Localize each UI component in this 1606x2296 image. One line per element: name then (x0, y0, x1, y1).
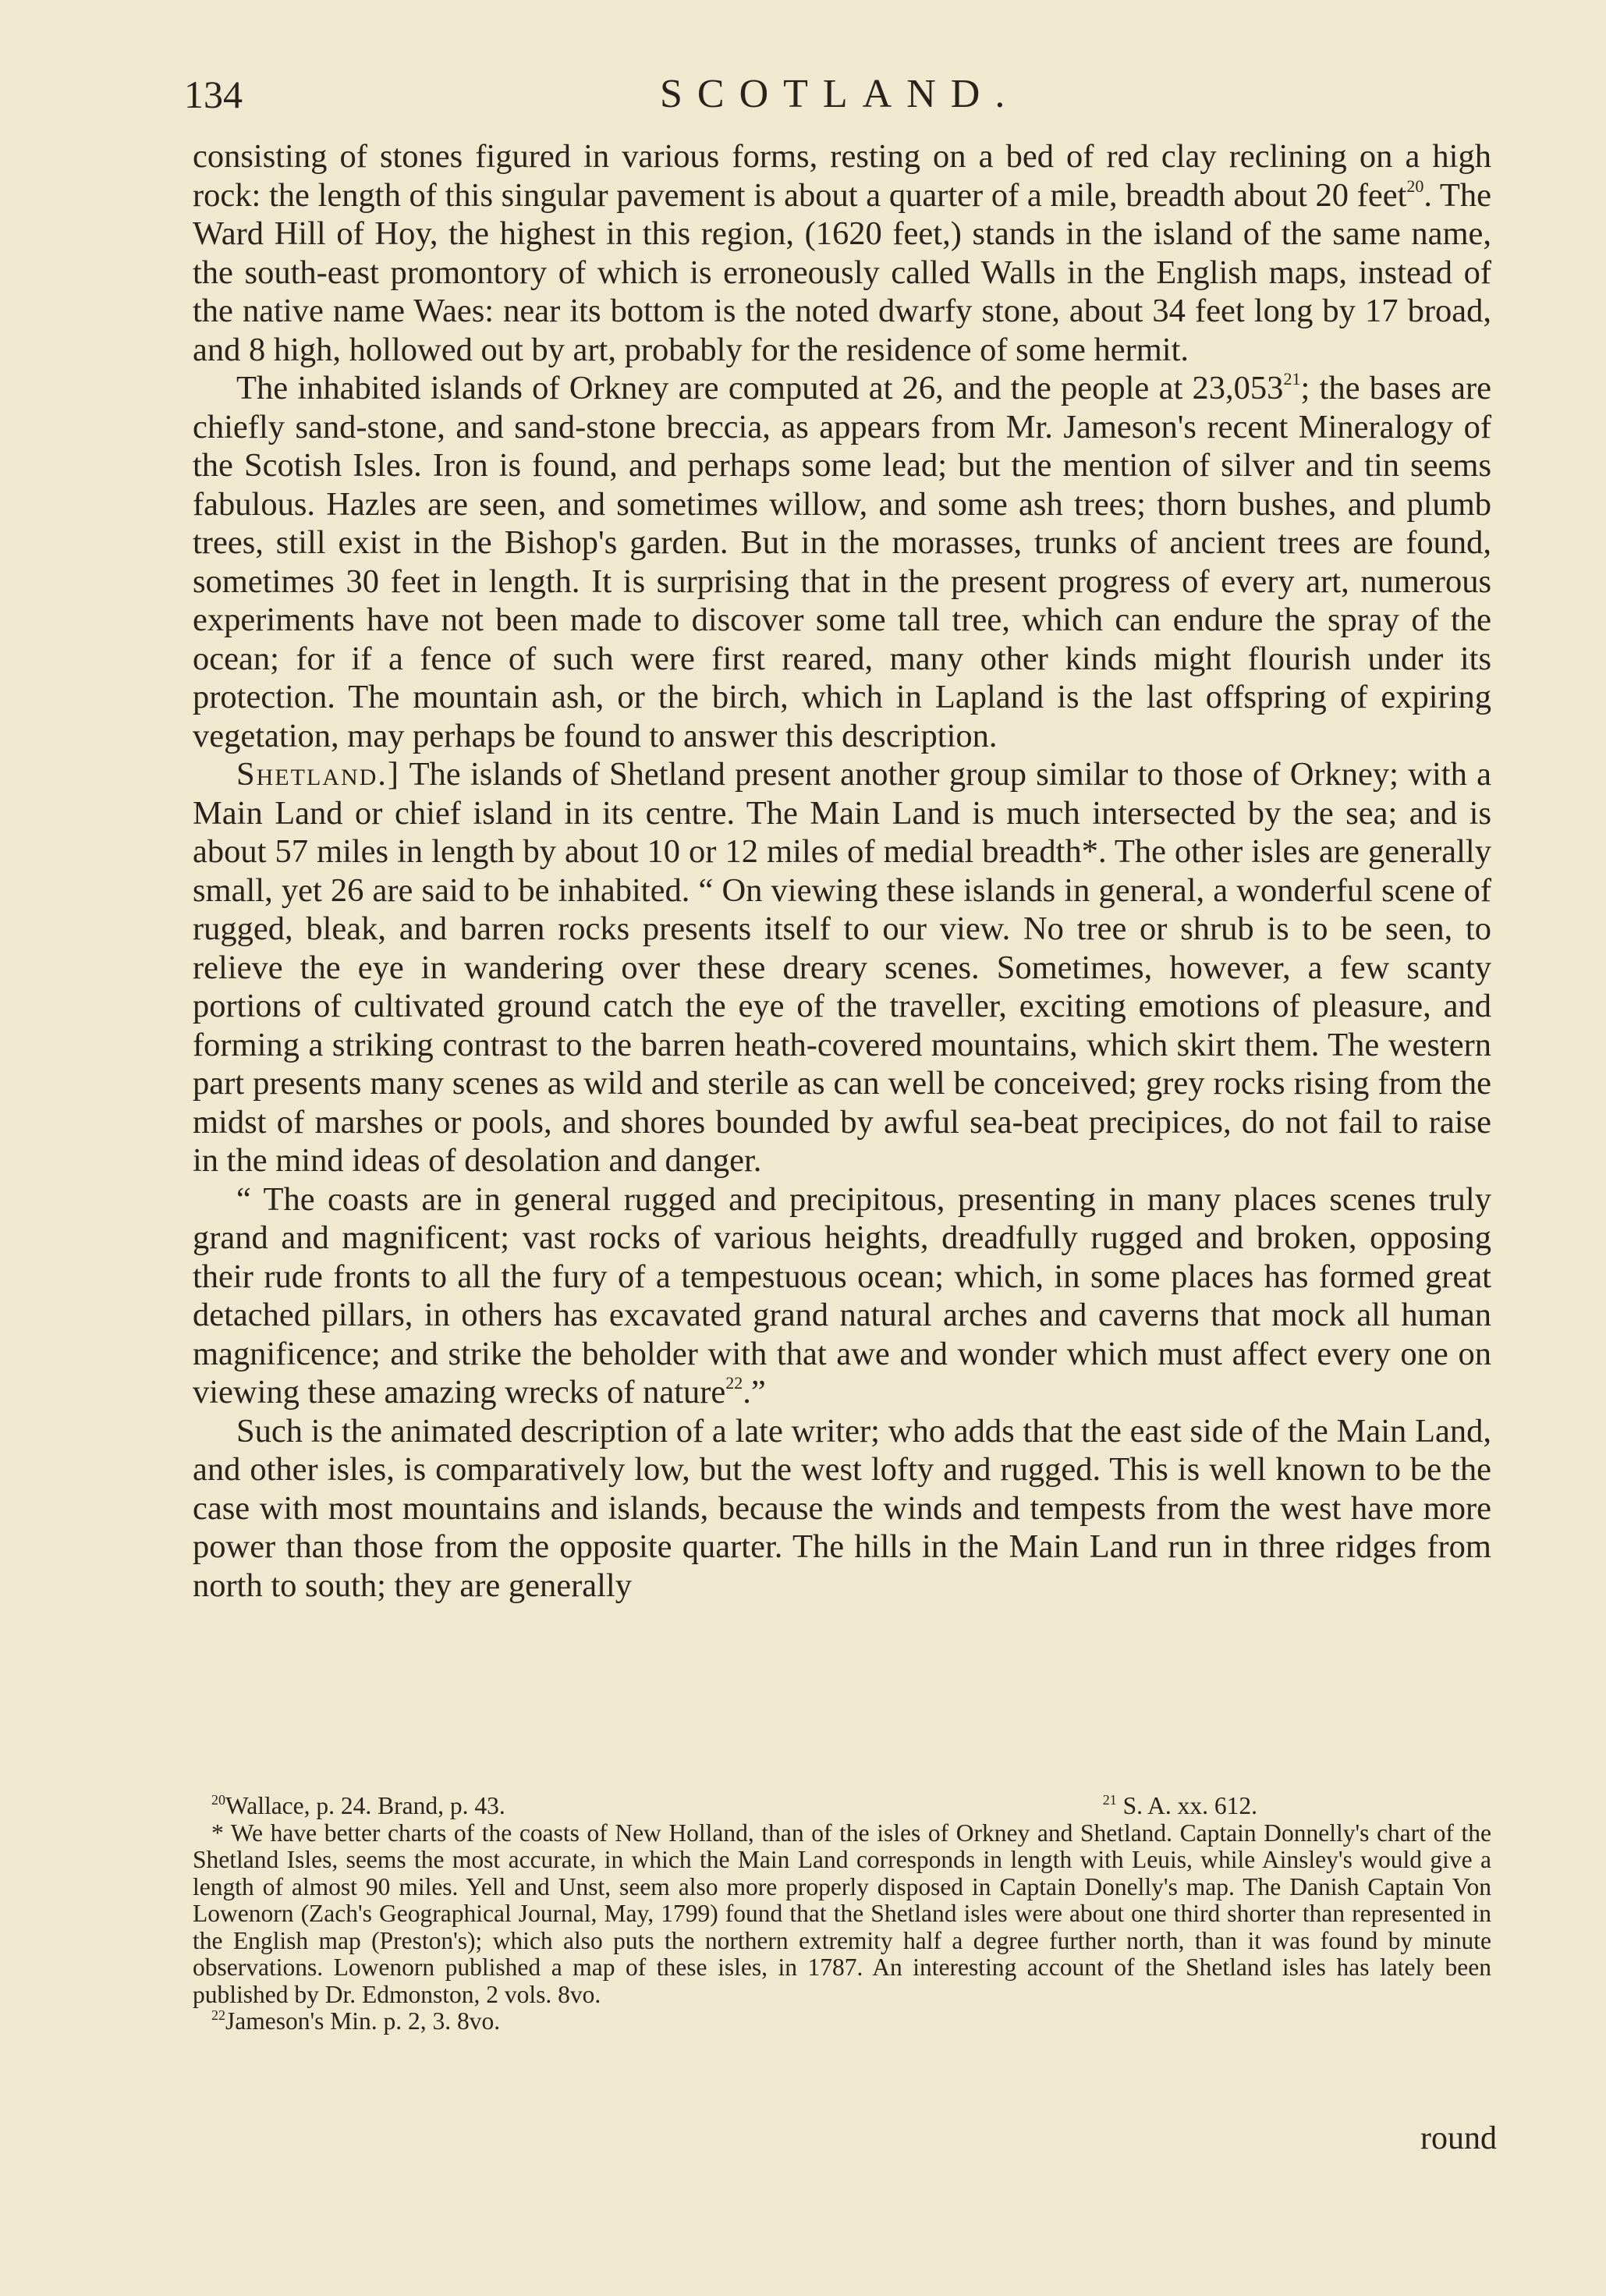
paragraph-2-text-b: ; the bases are chiefly sand-stone, and sand-stone breccia, as appears from Mr. Jameson's recent Mineralogy of the Scotish Isles. Iron is found, and perhaps some lead; but the mention of silver and tin seems fabulous. Hazles are seen, and sometimes willow, and some ash trees; thorn bushes, and plumb trees, still exist in the Bishop's garden. But in the morasses, trunks of ancient trees are found, sometimes 30 feet in length. It is surprising that in the present progress of every art, numerous experiments have not been made to discover some tall tree, which can endure the spray of the ocean; for if a fence of such were first reared, many other kinds might flourish under its protection. The mountain ash, or the birch, which in Lapland is the last offspring of expiring vegetation, may perhaps be found to answer this description. (193, 370, 1492, 754)
footnote-20-text: Wallace, p. 24. Brand, p. 43. (225, 1792, 505, 1819)
footnote-22-text: Jameson's Min. p. 2, 3. 8vo. (225, 2007, 501, 2035)
footnote-21 (1103, 1793, 1257, 1820)
footnotes (193, 1793, 1491, 2035)
main-text (193, 137, 1491, 1605)
paragraph-2 (193, 369, 1491, 755)
footnote-22-marker: 22 (211, 2007, 225, 2023)
paragraph-3-text: The islands of Shetland present another group similar to those of Orkney; with a Main Land or chief island in its centre. The Main Land is much intersected by the sea; and is about 57 miles in length by about 10 or 12 miles of medial breadth*. The other isles are generally small, yet 26 are said to be inhabited. “ On viewing these islands in general, a wonderful scene of rugged, bleak, and barren rocks presents itself to our view. No tree or shrub is to be seen, to relieve the eye in wandering over these dreary scenes. Sometimes, however, a few scanty portions of cultivated ground catch the eye of the traveller, exciting emotions of pleasure, and forming a striking contrast to the barren heath-covered mountains, which skirt them. The western part presents many scenes as wild and sterile as can well be conceived; grey rocks rising from the midst of marshes or pools, and shores bounded by awful sea-beat precipices, do not fail to raise in the mind ideas of desolation and danger. (193, 756, 1491, 1179)
footnote-ref-20: 20 (1406, 176, 1424, 196)
paragraph-4-text-b: .” (743, 1374, 766, 1411)
footnote-star: * We have better charts of the coasts of New Holland, than of the isles of Orkney and Shetland. Captain Donnelly's chart of the Shetland Isles, seems the most accurate, in which the Main Land corresponds in length with Leuis, while Ainsley's would give a length of almost 90 miles. Yell and Unst, seem also more properly disposed in Captain Donelly's map. The Danish Captain Von Lowenorn (Zach's Geographical Journal, May, 1799) found that the Shetland isles were about one third shorter than represented in the English map (Preston's); which also puts the northern extremity half a degree further north, than it was found by minute observations. Lowenorn published a map of these isles, in 1787. An interesting account of the Shetland isles has lately been published by Dr. Edmonston, 2 vols. 8vo. (193, 1819, 1491, 2008)
paragraph-5: Such is the animated description of a late writer; who adds that the east side of the Main Land, and other isles, is comparatively low, but the west lofty and rugged. This is well known to be the case with most mountains and islands, because the winds and tempests from the west have more power than those from the opposite quarter. The hills in the Main Land run in three ridges from north to south; they are generally (193, 1412, 1491, 1604)
paragraph-2-text-a: The inhabited islands of Orkney are computed at 26, and the people at 23,053 (236, 370, 1284, 406)
running-title: SCOTLAND. (660, 72, 1020, 116)
paragraph-4-text-a: “ The coasts are in general rugged and precipitous, presenting in many places scenes truly grand and magnificent; vast rocks of various heights, dreadfully rugged and broken, opposing their rude fronts to all the fury of a tempestuous ocean; which, in some places has formed great detached pillars, in others has excavated grand natural arches and caverns that mock all human magnificence; and strike the beholder with that awe and wonder which must affect every one on viewing these amazing wrecks of nature (193, 1180, 1491, 1411)
paragraph-4 (193, 1180, 1491, 1412)
footnote-20 (211, 1793, 505, 1820)
paragraph-1 (193, 137, 1491, 369)
section-heading-shetland: Shetland.] (236, 756, 401, 793)
paragraph-1-text-b: . The Ward Hill of Hoy, the highest in this region, (1620 feet,) stands in the island of the same name, the south-east promontory of which is erroneously called Walls in the English maps, instead of the native name Waes: near its bottom is the noted dwarfy stone, about 34 feet long by 17 broad, and 8 high, hollowed out by art, probably for the residence of some hermit. (193, 176, 1492, 368)
footnote-ref-21: 21 (1283, 369, 1301, 389)
footnote-ref-22: 22 (725, 1373, 743, 1393)
footnote-20-marker: 20 (211, 1792, 225, 1808)
paragraph-1-text-a: consisting of stones figured in various forms, resting on a bed of red clay reclining on a high rock: the length of this singular pavement is about a quarter of a mile, breadth about 20 feet (193, 138, 1491, 214)
footnote-21-text: S. A. xx. 612. (1122, 1792, 1257, 1819)
footnote-row-20-21 (193, 1793, 1491, 1820)
footnote-22 (193, 2008, 1491, 2035)
paragraph-3 (193, 755, 1491, 1180)
page-number: 134 (184, 73, 243, 116)
catchword: round (1420, 2120, 1497, 2156)
footnote-21-marker: 21 (1102, 1792, 1117, 1808)
running-head (184, 67, 1502, 122)
